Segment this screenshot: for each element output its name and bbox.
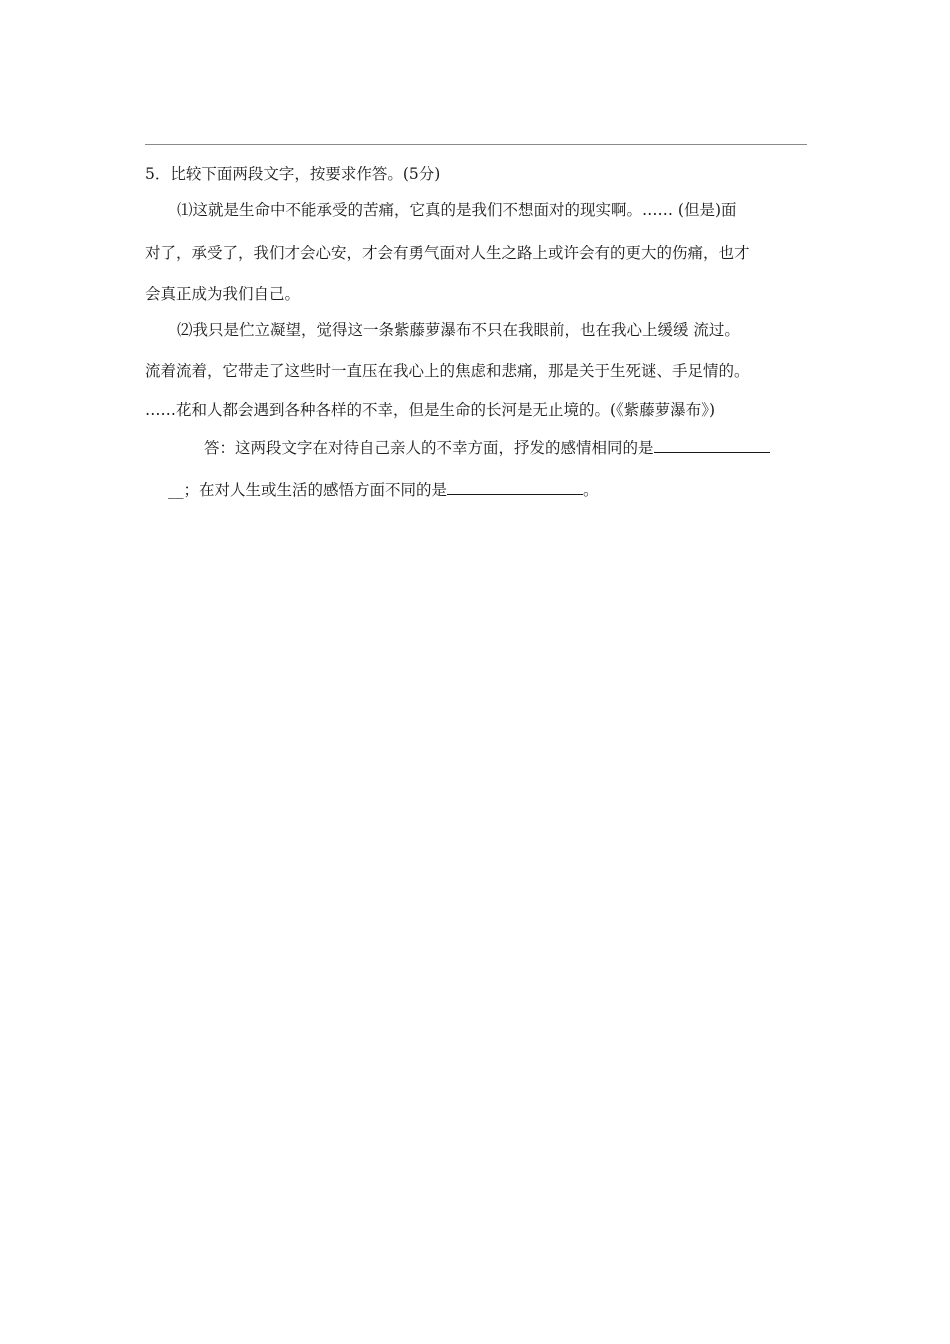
answer-end-punct: 。 — [583, 481, 599, 499]
passage2-line1: ⑵我只是伫立凝望，觉得这一条紫藤萝瀑布不只在我眼前，也在我心上缓缓 流过。 — [177, 321, 740, 339]
passage1-line1: ⑴这就是生命中不能承受的苦痛，它真的是我们不想面对的现实啊。…… (但是)面 — [177, 201, 737, 219]
passage1-line2: 对了，承受了，我们才会心安，才会有勇气面对人生之路上或许会有的更大的伤痛，也才 — [145, 244, 750, 262]
answer-prompt-text-2: __；在对人生或生活的感悟方面不同的是 — [168, 481, 448, 499]
answer-blank-2[interactable] — [447, 480, 583, 495]
answer-line2 — [168, 480, 807, 500]
passage1-line3: 会真正成为我们自己。 — [145, 285, 301, 303]
question-prompt: 5．比较下面两段文字，按要求作答。(5分) — [145, 165, 441, 183]
answer-line-rule — [145, 144, 807, 145]
passage2-line2: 流着流着，它带走了这些时一直压在我心上的焦虑和悲痛，那是关于生死谜、手足情的。 — [145, 362, 750, 380]
answer-prompt-text: 答：这两段文字在对待自己亲人的不幸方面，抒发的感情相同的是 — [204, 439, 654, 457]
answer-blank-1[interactable] — [654, 438, 770, 453]
answer-line1 — [204, 438, 807, 458]
passage2-line3: ……花和人都会遇到各种各样的不幸，但是生命的长河是无止境的。(《紫藤萝瀑布》) — [145, 401, 716, 419]
